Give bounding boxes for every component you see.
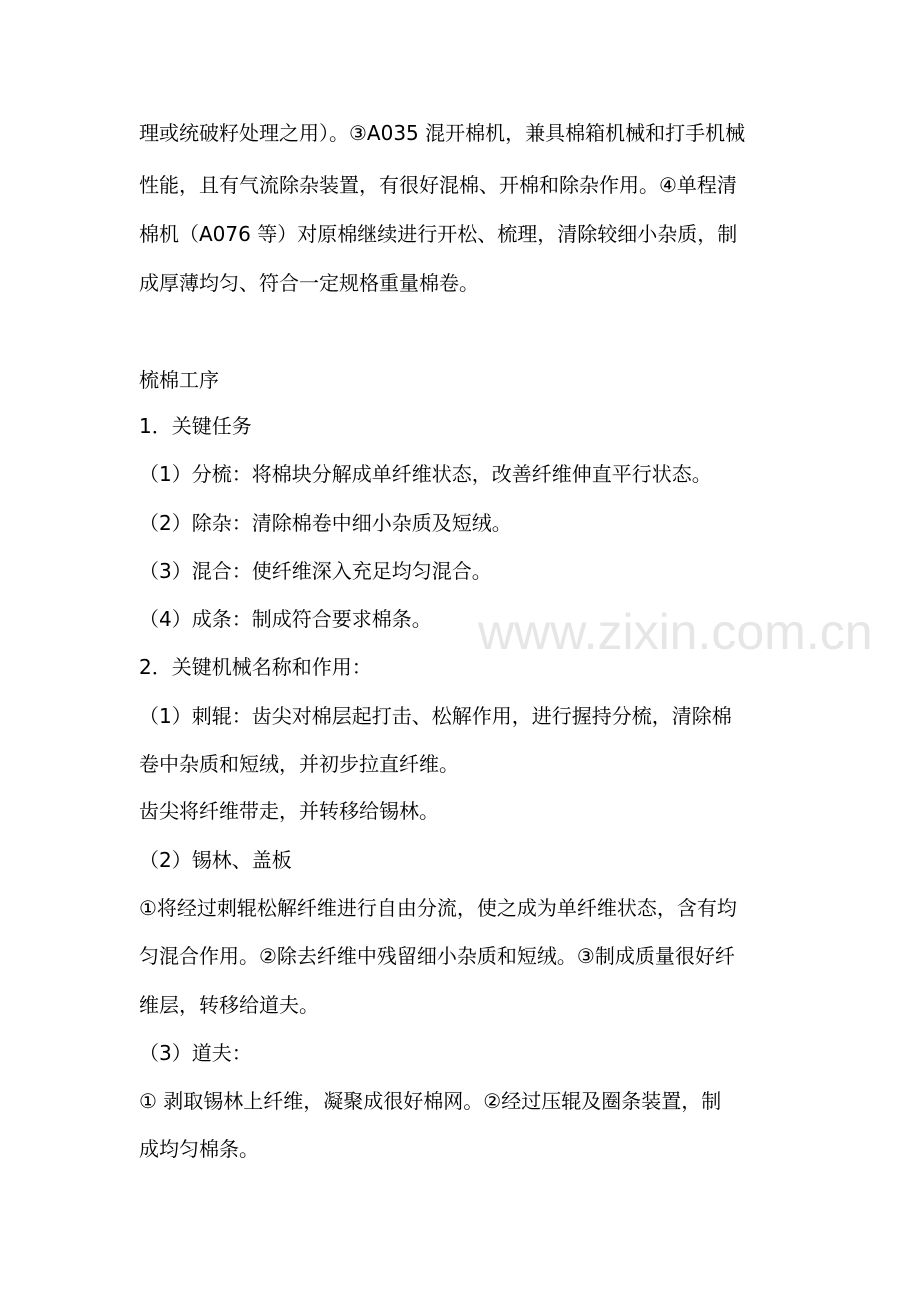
list-item: （2）锡林、盖板 bbox=[139, 848, 292, 872]
paragraph-line: 匀混合作用。②除去纤维中残留细小杂质和短绒。③制成质量很好纤 bbox=[139, 944, 735, 968]
paragraph-line: 成均匀棉条。 bbox=[139, 1137, 259, 1161]
list-item: （3）混合：使纤维深入充足均匀混合。 bbox=[139, 559, 492, 583]
paragraph-line: 棉机（A076 等）对原棉继续进行开松、梳理，清除较细小杂质，制 bbox=[139, 222, 738, 246]
paragraph-line: 维层，转移给道夫。 bbox=[139, 993, 319, 1017]
section-heading: 梳棉工序 bbox=[139, 368, 219, 392]
paragraph-line: ①将经过刺辊松解纤维进行自由分流，使之成为单纤维状态，含有均 bbox=[139, 896, 737, 920]
list-item: （3）道夫： bbox=[139, 1041, 252, 1065]
subheading: 1．关键任务 bbox=[139, 414, 252, 438]
paragraph-line: 卷中杂质和短绒，并初步拉直纤维。 bbox=[139, 752, 459, 776]
watermark: www.zixin.com.cn bbox=[478, 604, 873, 660]
paragraph-line: 理或统破籽处理之用）。③A035 混开棉机，兼具棉箱机械和打手机械 bbox=[139, 121, 746, 145]
paragraph-line: ① 剥取锡林上纤维，凝聚成很好棉网。②经过压辊及圈条装置，制 bbox=[139, 1089, 722, 1113]
paragraph-line: 成厚薄均匀、符合一定规格重量棉卷。 bbox=[139, 271, 479, 295]
subheading: 2．关键机械名称和作用： bbox=[139, 655, 372, 679]
list-item: （4）成条：制成符合要求棉条。 bbox=[139, 607, 432, 631]
list-item: （1）分梳：将棉块分解成单纤维状态，改善纤维伸直平行状态。 bbox=[139, 462, 712, 486]
list-item: （2）除杂：清除棉卷中细小杂质及短绒。 bbox=[139, 511, 512, 535]
list-item: （1）刺辊：齿尖对棉层起打击、松解作用，进行握持分梳，清除棉 bbox=[139, 704, 732, 728]
paragraph-line: 齿尖将纤维带走，并转移给锡林。 bbox=[139, 799, 439, 823]
paragraph-line: 性能，且有气流除杂装置，有很好混棉、开棉和除杂作用。④单程清 bbox=[139, 173, 737, 197]
